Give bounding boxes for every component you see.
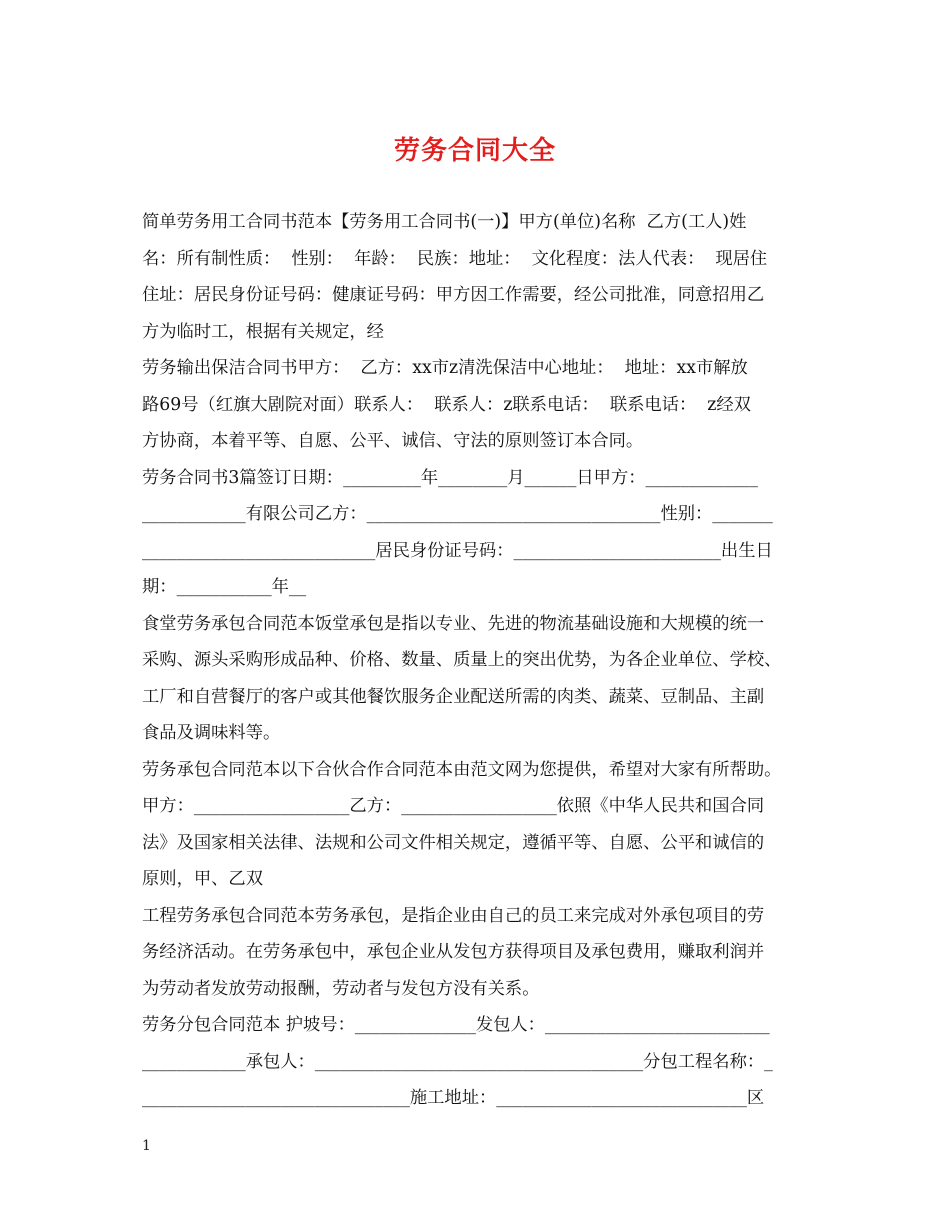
text-line: 采购、源头采购形成品种、价格、数量、质量上的突出优势，为各企业单位、学校、 <box>142 650 782 670</box>
text-line: 食堂劳务承包合同范本饭堂承包是指以专业、先进的物流基础设施和大规模的统一 <box>142 613 765 634</box>
text-line: 法》及国家相关法律、法规和公司文件相关规定，遵循平等、自愿、公平和诚信的 <box>142 832 765 853</box>
text-line: 工程劳务承包合同范本劳务承包，是指企业由自己的员工来完成对外承包项目的劳 <box>142 905 765 926</box>
text-line: 原则，甲、乙双 <box>142 869 263 889</box>
text-line: 食品及调味料等。 <box>142 723 281 743</box>
text-line: 期：___________年__ <box>142 577 307 597</box>
text-line: 方协商，本着平等、自愿、公平、诚信、守法的原则签订本合同。 <box>142 431 644 451</box>
text-line: _______________________________施工地址：_____________________________区 <box>142 1088 765 1108</box>
text-line: ___________________________居民身份证号码：________________________出生日 <box>142 540 773 561</box>
document-body <box>142 204 824 1117</box>
text-line: 劳务承包合同范本以下合伙合作合同范本由范文网为您提供，希望对大家有所帮助。 <box>142 759 782 780</box>
text-line: 工厂和自营餐厅的客户或其他餐饮服务企业配送所需的肉类、蔬菜、豆制品、主副 <box>142 686 765 707</box>
text-line: 甲方：__________________乙方：__________________依照《中华人民共和国合同 <box>142 796 765 816</box>
text-line: 劳务输出保洁合同书甲方： 乙方：xx市z清洗保洁中心地址： 地址：xx市解放 <box>142 358 748 378</box>
text-line: 路69号（红旗大剧院对面）联系人： 联系人：z联系电话： 联系电话： z经双 <box>142 394 751 415</box>
text-line: ____________有限公司乙方：__________________________________性别：_______ <box>142 504 773 524</box>
text-line: 简单劳务用工合同书范本【劳务用工合同书(一)】甲方(单位)名称 乙方(工人)姓 <box>142 212 747 232</box>
text-line: 方为临时工，根据有关规定，经 <box>142 321 384 342</box>
text-line: 劳务合同书3篇签订日期：_________年________月______日甲方：_____________ <box>142 467 758 488</box>
text-line: ____________承包人：______________________________________分包工程名称：_ <box>142 1051 773 1072</box>
text-line: 名：所有制性质： 性别： 年龄： 民族：地址： 文化程度：法人代表： 现居住 <box>142 248 768 269</box>
document-title: 劳务合同大全 <box>393 136 556 166</box>
page-number: 1 <box>142 1138 151 1154</box>
text-line: 为劳动者发放劳动报酬，劳动者与发包方没有关系。 <box>142 978 540 999</box>
text-line: 劳务分包合同范本 护坡号：______________发包人：__________________________ <box>142 1015 770 1035</box>
text-line: 住址：居民身份证号码：健康证号码：甲方因工作需要，经公司批准，同意招用乙 <box>142 285 765 305</box>
text-line: 务经济活动。在劳务承包中，承包企业从发包方获得项目及承包费用，赚取利润并 <box>142 942 765 962</box>
